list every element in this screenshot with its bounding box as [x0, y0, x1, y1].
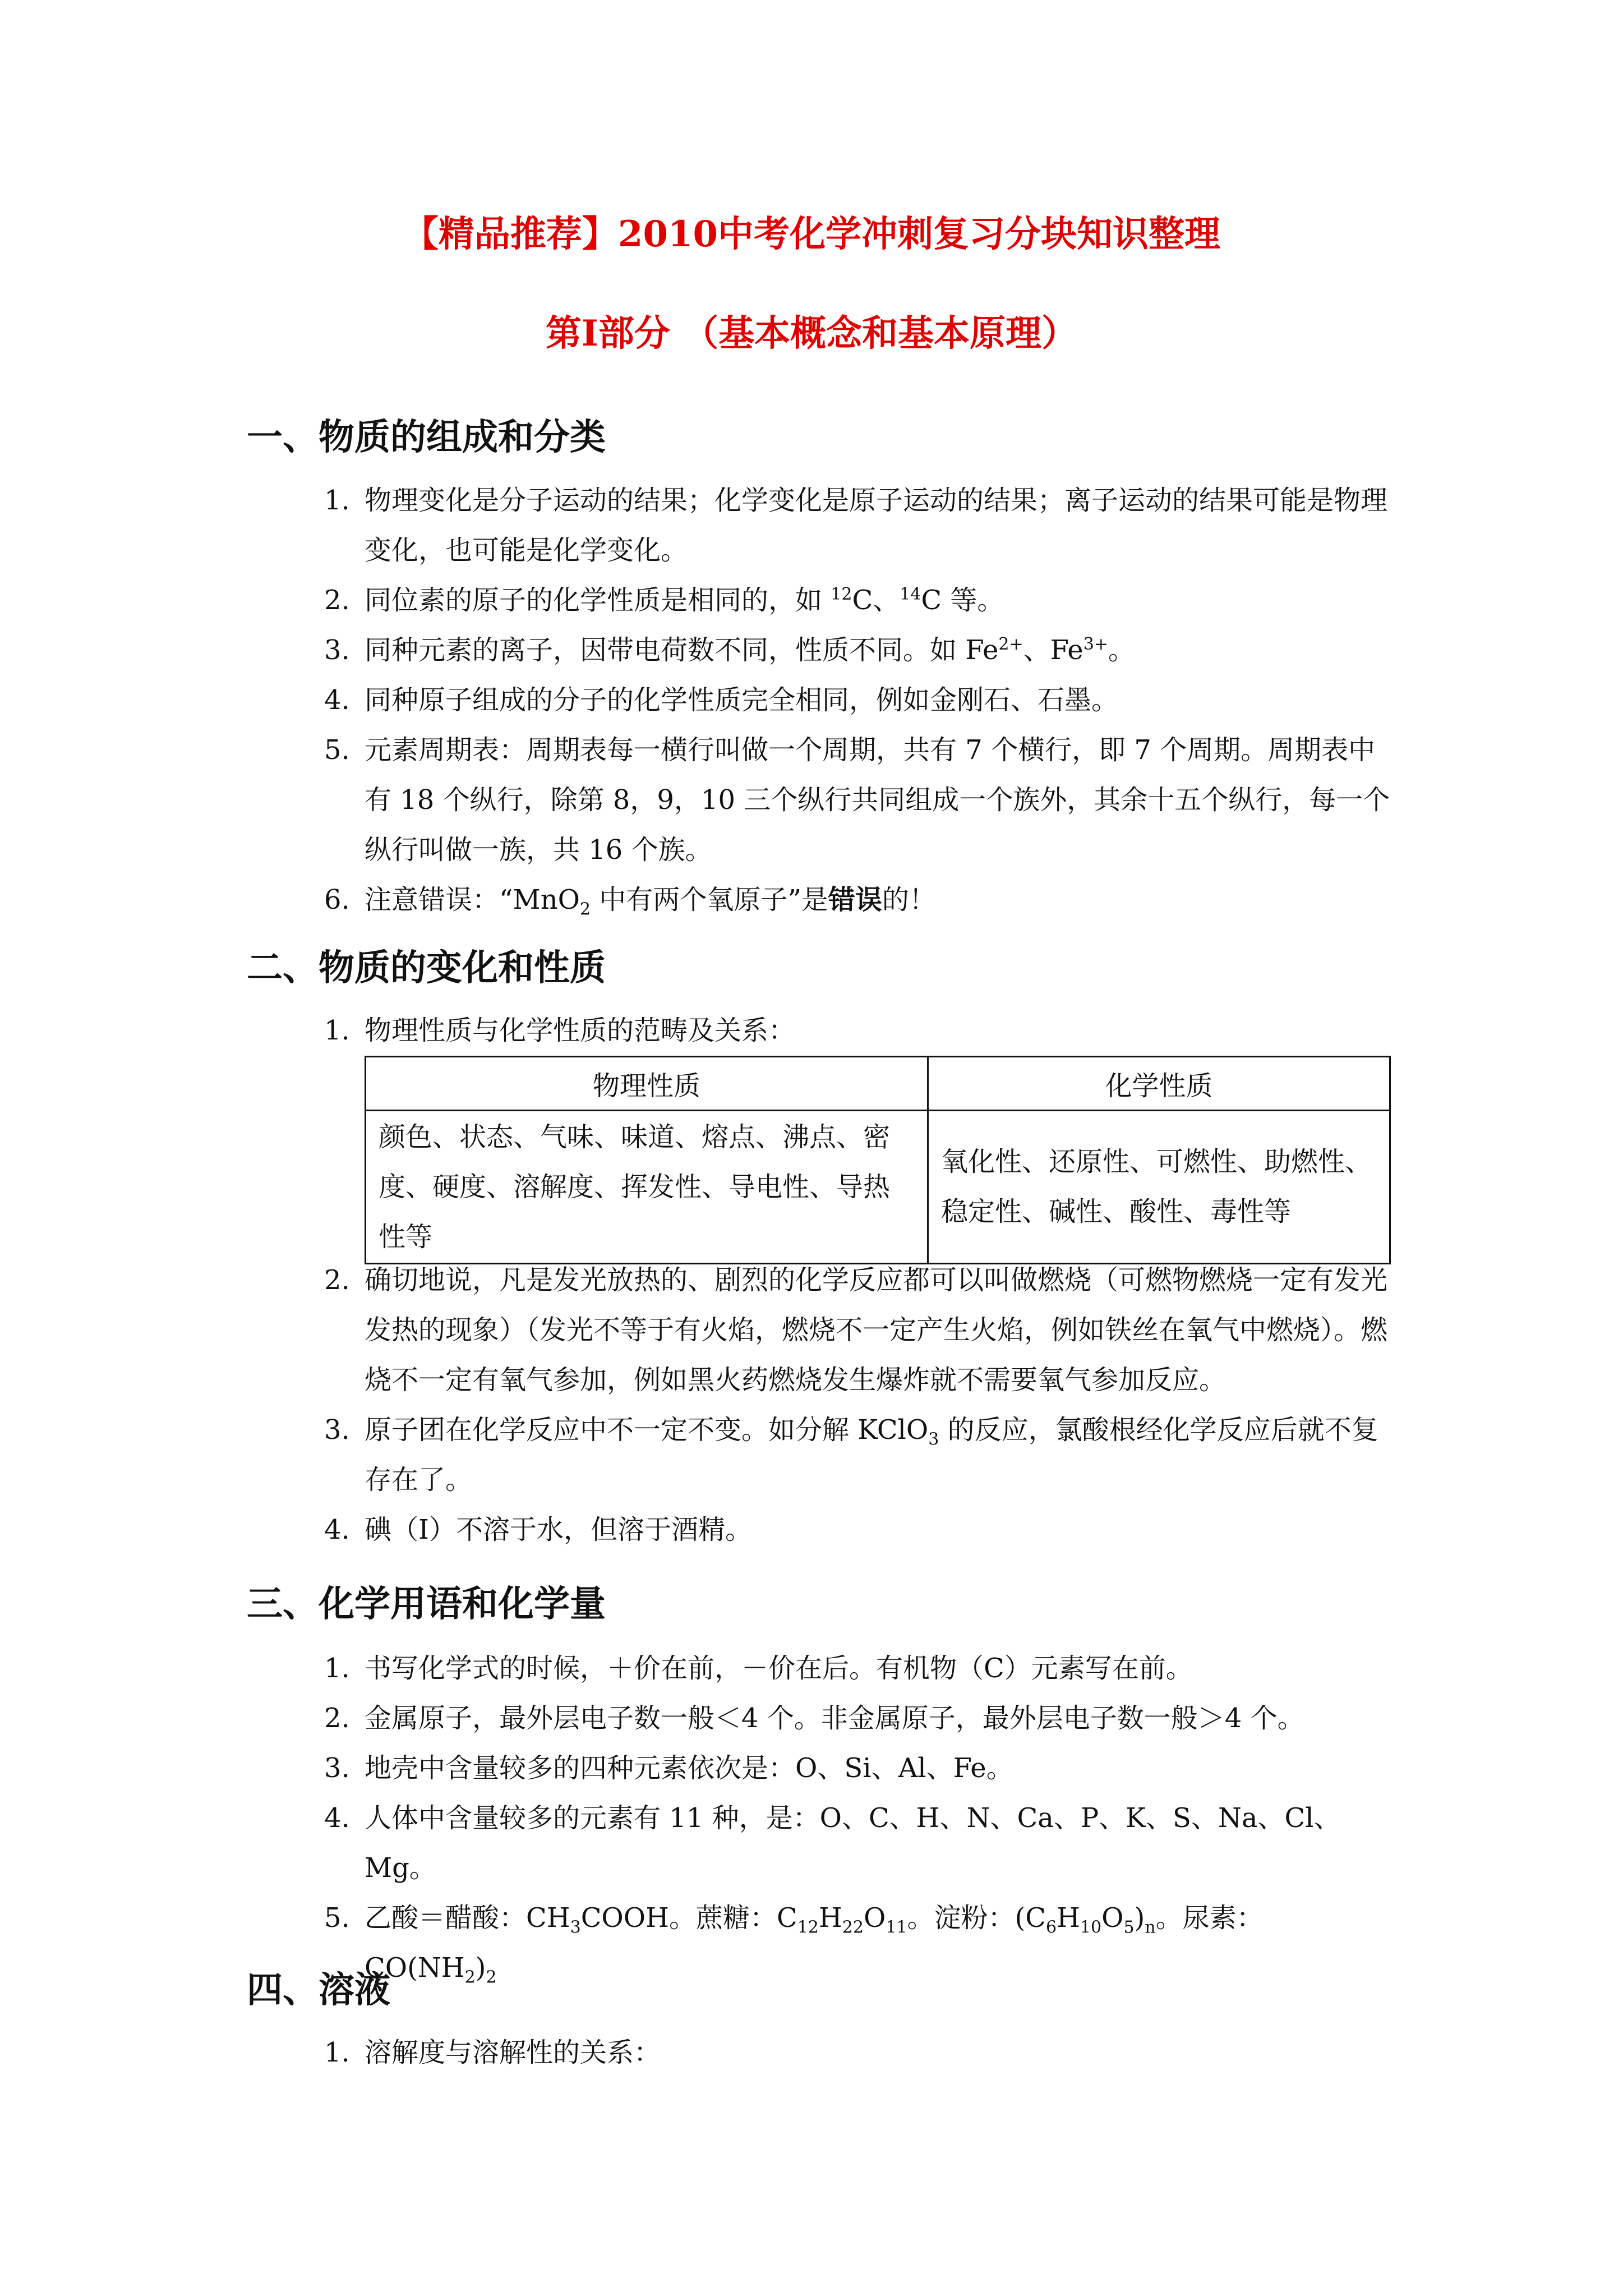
table-cell-physical: 颜色、状态、气味、味道、熔点、沸点、密度、硬度、溶解度、挥发性、导电性、导热性等: [366, 1111, 928, 1264]
list-item: 6. 注意错误：“MnO$_2$ 中有两个氧原子”是错误的！: [324, 884, 936, 919]
list-item: 2. 金属原子，最外层电子数一般＜4 个。非金属原子，最外层电子数一般＞4 个。: [324, 1703, 1304, 1734]
document-title: 【精品推荐】2010中考化学冲刺复习分块知识整理: [402, 213, 1221, 255]
list-item: 4. 碘（I）不溶于水，但溶于酒精。: [324, 1514, 752, 1545]
list-item: 3. 地壳中含量较多的四种元素依次是：O、Si、Al、Fe。: [324, 1752, 1013, 1784]
properties-table: [365, 1056, 1391, 1264]
section-heading-2: 二、物质的变化和性质: [247, 947, 606, 989]
part-title: 第Ⅰ部分 （基本概念和基本原理）: [545, 312, 1078, 355]
list-item: 2. 同位素的原子的化学性质是相同的，如 $^{12}$C、$^{14}$C 等。: [324, 585, 1004, 616]
list-item: 2. 确切地说，凡是发光放热的、剧烈的化学反应都可以叫做燃烧（可燃物燃烧一定有发光发热的现象）（发光不等于有火焰，燃烧不一定产生火焰，例如铁丝在氧气中燃烧）。燃烧不一定有氧气参加，例如黑火药燃烧发生爆炸就不需要氧气参加反应。: [324, 1264, 1388, 1396]
list-item: 4. 人体中含量较多的元素有 11 种，是：O、C、H、N、Ca、P、K、S、Na、Cl、Mg。: [324, 1802, 1341, 1884]
table-header-chemical: 化学性质: [928, 1057, 1390, 1111]
section-heading-1: 一、物质的组成和分类: [247, 416, 606, 458]
list-item: 5. 元素周期表：周期表每一横行叫做一个周期，共有 7 个横行，即 7 个周期。周期表中有 18 个纵行，除第 8，9，10 三个纵行共同组成一个族外，其余十五个纵行，每一个纵行叫做一族，共 16 个族。: [324, 734, 1390, 866]
list-item: 3. 同种元素的离子，因带电荷数不同，性质不同。如 $Fe^{2+}$、$Fe^{3+}$。: [324, 634, 1135, 666]
list-item: 1. 物理变化是分子运动的结果；化学变化是原子运动的结果；离子运动的结果可能是物理变化，也可能是化学变化。: [324, 485, 1388, 566]
section-heading-4: 四、溶液: [247, 1969, 390, 2011]
list-item: 1. 书写化学式的时候，＋价在前，－价在后。有机物（C）元素写在前。: [324, 1653, 1193, 1684]
section-heading-3: 三、化学用语和化学量: [247, 1583, 606, 1625]
list-item: 1. 溶解度与溶解性的关系：: [324, 2037, 661, 2068]
table-header-physical: 物理性质: [366, 1057, 928, 1111]
list-item: 3. 原子团在化学反应中不一定不变。如分解 KClO$_3$ 的反应，氯酸根经化学反应后就不复存在了。: [324, 1414, 1378, 1496]
list-item: 1. 物理性质与化学性质的范畴及关系：: [324, 1015, 796, 1046]
table-cell-chemical: 氧化性、还原性、可燃性、助燃性、稳定性、碱性、酸性、毒性等: [928, 1111, 1390, 1264]
list-item: 4. 同种原子组成的分子的化学性质完全相同，例如金刚石、石墨。: [324, 684, 1119, 716]
list-item: 5. 乙酸＝醋酸：$CH_3COOH$。蔗糖：$C_{12}H_{22}O_{11}$。淀粉：$(C_6H_{10}O_5)_n$。尿素：$CO(NH_2)_2$: [324, 1902, 1264, 1987]
